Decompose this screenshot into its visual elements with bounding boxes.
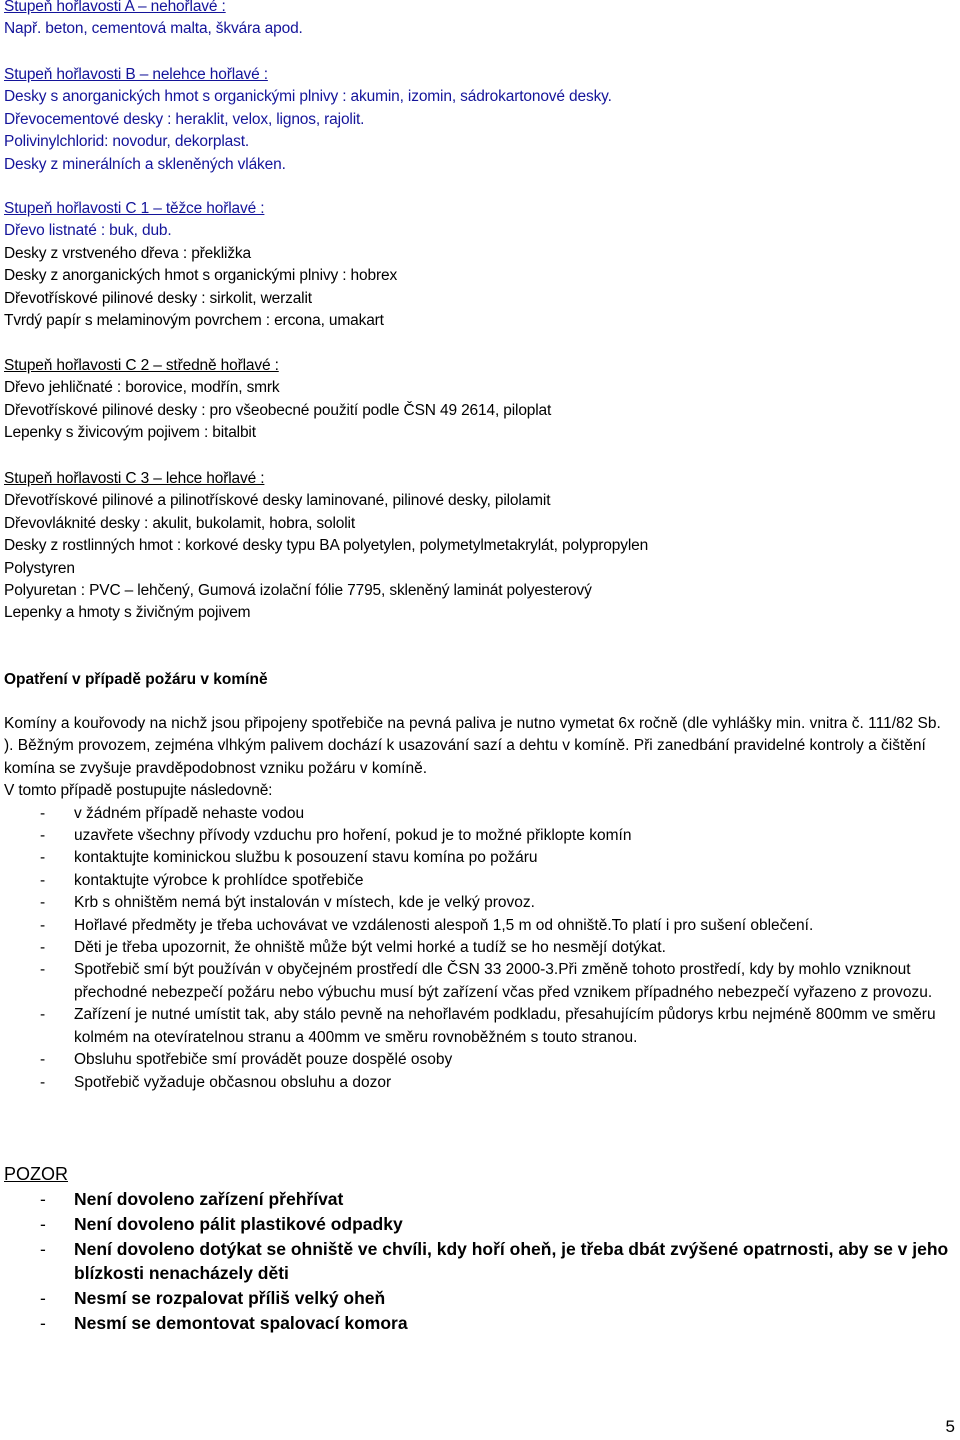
group-item: Polystyren [4, 559, 75, 577]
dash-bullet: - [40, 916, 46, 934]
group-item: Dřevotřískové pilinové a pilinotřískové desky laminované, pilinové desky, pilolamit [4, 492, 551, 510]
list-item-text: Spotřebič smí být používán v obyčejném prostředí dle ČSN 33 2000-3.Při změně tohoto prostředí, kdy by mohlo vzniknout přechodné nebezpečí požáru nebo výbuchu musí být zařízení včas před vznikem případného nebezpečí vyřazeno z provozu. [74, 961, 933, 1001]
group-item: Tvrdý papír s melaminovým povrchem : ercona, umakart [4, 312, 384, 330]
list-item [4, 825, 954, 847]
list-item [4, 803, 954, 825]
flammability-group-c2 [4, 355, 954, 445]
dash-bullet: - [40, 961, 46, 979]
list-item [4, 1004, 954, 1049]
list-item [4, 937, 954, 959]
group-title: Stupeň hořlavosti B – nelehce hořlavé : [4, 66, 268, 83]
list-item-text: uzavřete všechny přívody vzduchu pro hoření, pokud je to možné přiklopte komín [74, 827, 632, 845]
group-item: Lepenky a hmoty s živičným pojivem [4, 604, 251, 622]
warning-item-text: Nesmí se demontovat spalovací komora [74, 1312, 408, 1333]
group-title: Stupeň hořlavosti C 1 – těžce hořlavé : [4, 200, 265, 217]
list-item-text: Spotřebič vyžaduje občasnou obsluhu a dozor [74, 1073, 392, 1091]
group-item: Dřevo listnaté : buk, dub. [4, 222, 172, 240]
warning-item-text: Není dovoleno dotýkat se ohniště ve chvíli, kdy hoří oheň, je třeba dbát zvýšené opatrnosti, aby se v jeho blízkosti nenacházely děti [74, 1238, 949, 1284]
group-item: Desky z minerálních a skleněných vláken. [4, 155, 286, 173]
group-item: Dřevocementové desky : heraklit, velox, lignos, rajolit. [4, 110, 365, 128]
procedure-list [4, 803, 954, 1094]
group-title: Stupeň hořlavosti C 3 – lehce hořlavé : [4, 470, 265, 487]
dash-bullet: - [40, 1238, 46, 1259]
list-item [4, 1049, 954, 1071]
group-item: Dřevo jehličnaté : borovice, modřín, smrk [4, 379, 280, 397]
dash-bullet: - [40, 1288, 46, 1309]
dash-bullet: - [40, 1006, 46, 1024]
group-item: Polyuretan : PVC – lehčený, Gumová izolační fólie 7795, skleněný laminát polyesterový [4, 582, 592, 600]
group-title: Stupeň hořlavosti A – nehořlavé : [4, 0, 226, 15]
list-item-text: Krb s ohništěm nemá být instalován v místech, kde je velký provoz. [74, 894, 535, 912]
list-item [4, 1072, 954, 1094]
flammability-group-a [4, 0, 954, 41]
procedure-lead: V tomto případě postupujte následovně: [4, 782, 273, 800]
group-item: Dřevotřískové pilinové desky : sirkolit, werzalit [4, 289, 312, 307]
group-item: Dřevotřískové pilinové desky : pro všeobecné použití podle ČSN 49 2614, piloplat [4, 401, 552, 419]
warning-item-text: Nesmí se rozpalovat příliš velký oheň [74, 1288, 386, 1309]
list-item-text: Obsluhu spotřebiče smí provádět pouze dospělé osoby [74, 1051, 453, 1069]
flammability-group-c3 [4, 468, 954, 625]
warning-item [4, 1237, 954, 1287]
flammability-group-c1 [4, 198, 954, 332]
list-item-text: Děti je třeba upozornit, že ohniště může být velmi horké a tudíž se ho nesmějí dotýkat. [74, 939, 666, 957]
dash-bullet: - [40, 1051, 46, 1069]
dash-bullet: - [40, 827, 46, 845]
warning-item [4, 1311, 954, 1336]
warning-title: POZOR [4, 1164, 69, 1184]
group-title: Stupeň hořlavosti C 2 – středně hořlavé : [4, 357, 279, 374]
dash-bullet: - [40, 871, 46, 889]
list-item-text: Hořlavé předměty je třeba uchovávat ve vzdálenosti alespoň 1,5 m od ohniště.To platí i pro sušení oblečení. [74, 916, 814, 934]
warning-item-text: Není dovoleno pálit plastikové odpadky [74, 1213, 403, 1234]
warning-item [4, 1286, 954, 1311]
warning-item [4, 1212, 954, 1237]
dash-bullet: - [40, 1189, 46, 1209]
group-item: Desky s anorganických hmot s organickými plnivy : akumin, izomin, sádrokartonové desky. [4, 88, 612, 106]
list-item-text: Zařízení je nutné umístit tak, aby stálo pevně na nehořlavém podkladu, přesahujícím půdorys krbu nejméně 800mm ve směru kolmém na otevíratelnou stranu a 400mm ve směru rovnoběžném s touto stranou. [74, 1006, 936, 1046]
chimney-body [4, 713, 954, 1094]
page-number: 5 [945, 1417, 955, 1436]
warning-item-text: Není dovoleno zařízení přehřívat [74, 1189, 344, 1209]
list-item-text: v žádném případě nehaste vodou [74, 804, 305, 822]
group-item: Desky z rostlinných hmot : korkové desky typu BA polyetylen, polymetylmetakrylát, polypropylen [4, 537, 649, 555]
list-item-text: kontaktujte výrobce k prohlídce spotřebiče [74, 871, 364, 889]
flammability-group-b [4, 64, 954, 176]
list-item [4, 915, 954, 937]
dash-bullet: - [40, 939, 46, 957]
warning-list [4, 1187, 954, 1336]
list-item [4, 847, 954, 869]
list-item [4, 959, 954, 1004]
dash-bullet: - [40, 804, 46, 822]
group-item: Dřevovláknité desky : akulit, bukolamit, hobra, sololit [4, 514, 355, 532]
list-item [4, 892, 954, 914]
group-item: Lepenky s živicovým pojivem : bitalbit [4, 424, 256, 442]
dash-bullet: - [40, 1073, 46, 1091]
intro-paragraph: Komíny a kouřovody na nichž jsou připojeny spotřebiče na pevná paliva je nutno vymetat 6x ročně (dle vyhlášky min. vnitra č. 111/82 Sb. ). Běžným provozem, zejména vlhkým palivem dochází k usazování sazí a dehtu v komíně. Při zanedbání pravidelné kontroly a čištění komína se zvyšuje pravděpodobnost vzniku požáru v komíně. [4, 715, 941, 777]
dash-bullet: - [40, 1312, 46, 1333]
group-item: Desky z vrstveného dřeva : překližka [4, 244, 252, 262]
list-item [4, 870, 954, 892]
chimney-fire-section [4, 669, 954, 691]
warning-section [4, 1161, 954, 1336]
warning-item [4, 1187, 954, 1212]
group-item: Polivinylchlorid: novodur, dekorplast. [4, 133, 250, 151]
group-item: Desky z anorganických hmot s organickými plnivy : hobrex [4, 267, 398, 285]
list-item-text: kontaktujte kominickou službu k posouzení stavu komína po požáru [74, 849, 538, 867]
dash-bullet: - [40, 894, 46, 912]
section-heading: Opatření v případě požáru v komíně [4, 671, 268, 688]
dash-bullet: - [40, 849, 46, 867]
group-item: Např. beton, cementová malta, škvára apod. [4, 20, 303, 38]
dash-bullet: - [40, 1213, 46, 1234]
